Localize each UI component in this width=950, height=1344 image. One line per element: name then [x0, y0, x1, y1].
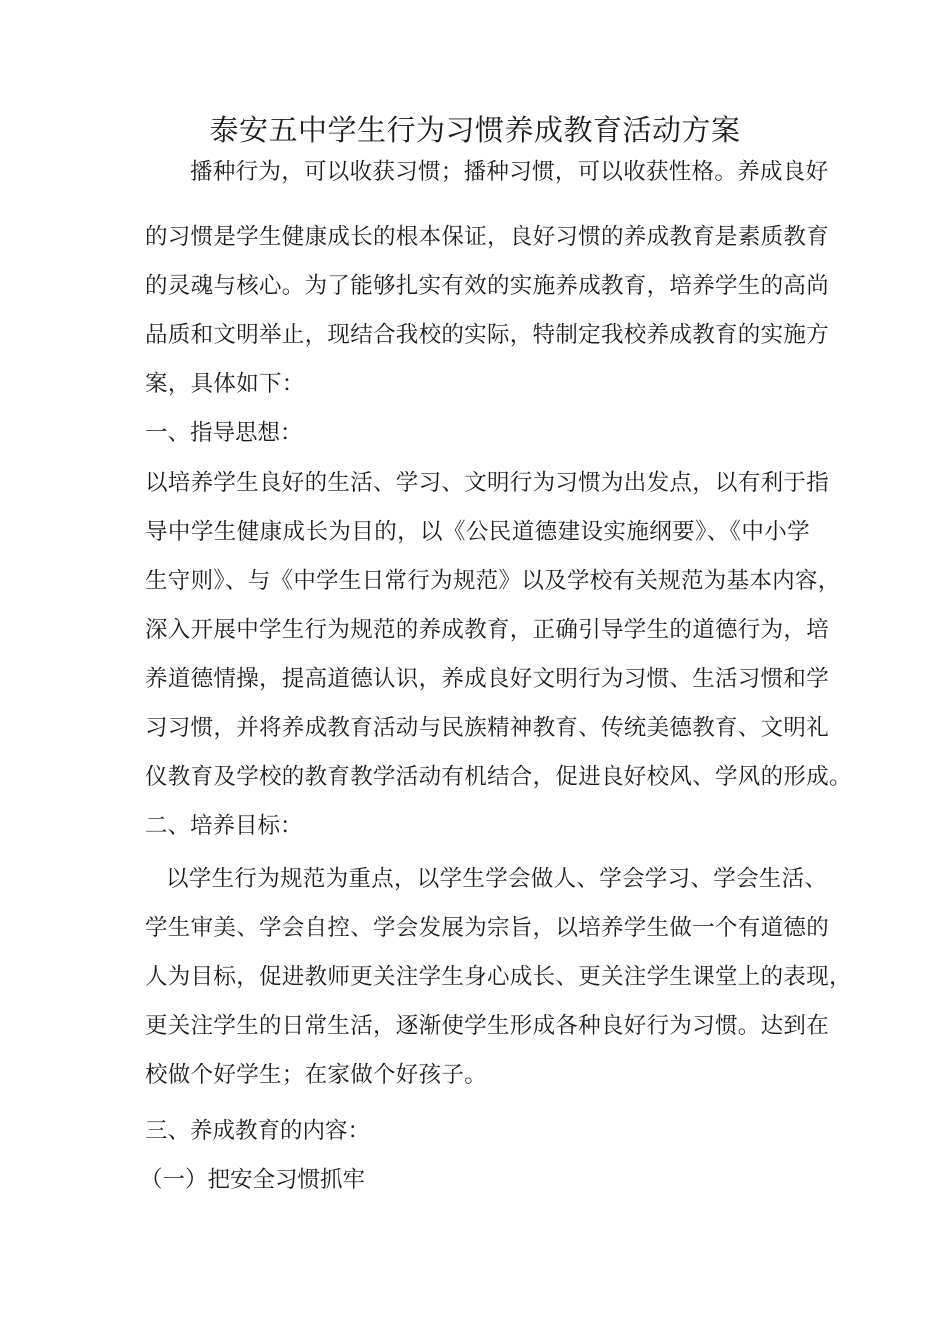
section-heading-content: 三、养成教育的内容： — [145, 1118, 371, 1144]
section1-line-3: 生守则》、与《中学生日常行为规范》以及学校有关规范为基本内容， — [145, 568, 841, 594]
document-title: 泰安五中学生行为习惯养成教育活动方案 — [209, 113, 741, 147]
intro-line-5: 案，具体如下： — [145, 371, 305, 397]
section2-line-3: 人为目标，促进教师更关注学生身心成长、更关注学生课堂上的表现， — [145, 964, 852, 990]
subsection-heading-safety-habits: （一）把安全习惯抓牢 — [140, 1167, 366, 1193]
section1-line-1: 以培养学生良好的生活、学习、文明行为习惯为出发点，以有利于指 — [145, 470, 830, 496]
section1-line-2: 导中学生健康成长为目的，以《公民道德建设实施纲要》、《中小学 — [145, 519, 810, 545]
section-heading-training-goals: 二、培养目标： — [145, 813, 303, 839]
section1-line-4: 深入开展中学生行为规范的养成教育，正确引导学生的道德行为，培 — [145, 617, 830, 643]
section1-line-5: 养道德情操，提高道德认识，养成良好文明行为习惯、生活习惯和学 — [145, 666, 830, 692]
section1-line-7: 仪教育及学校的教育教学活动有机结合，促进良好校风、学风的形成。 — [145, 764, 852, 790]
section1-line-6: 习习惯，并将养成教育活动与民族精神教育、传统美德教育、文明礼 — [145, 715, 830, 741]
section2-line-2: 学生审美、学会自控、学会发展为宗旨，以培养学生做一个有道德的 — [145, 915, 830, 941]
section2-line-1: 以学生行为规范为重点，以学生学会做人、学会学习、学会生活、 — [166, 866, 828, 892]
intro-line-1: 播种行为，可以收获习惯；播种习惯，可以收获性格。养成良好 — [190, 159, 829, 185]
intro-line-2: 的习惯是学生健康成长的根本保证，良好习惯的养成教育是素质教育 — [145, 224, 830, 250]
section2-line-5: 校做个好学生；在家做个好孩子。 — [145, 1062, 488, 1088]
section2-line-4: 更关注学生的日常生活，逐渐使学生形成各种良好行为习惯。达到在 — [145, 1013, 830, 1039]
intro-line-3: 的灵魂与核心。为了能够扎实有效的实施养成教育，培养学生的高尚 — [145, 273, 830, 299]
intro-line-4: 品质和文明举止，现结合我校的实际，特制定我校养成教育的实施方 — [145, 322, 830, 348]
section-heading-guiding-ideology: 一、指导思想： — [145, 420, 303, 446]
